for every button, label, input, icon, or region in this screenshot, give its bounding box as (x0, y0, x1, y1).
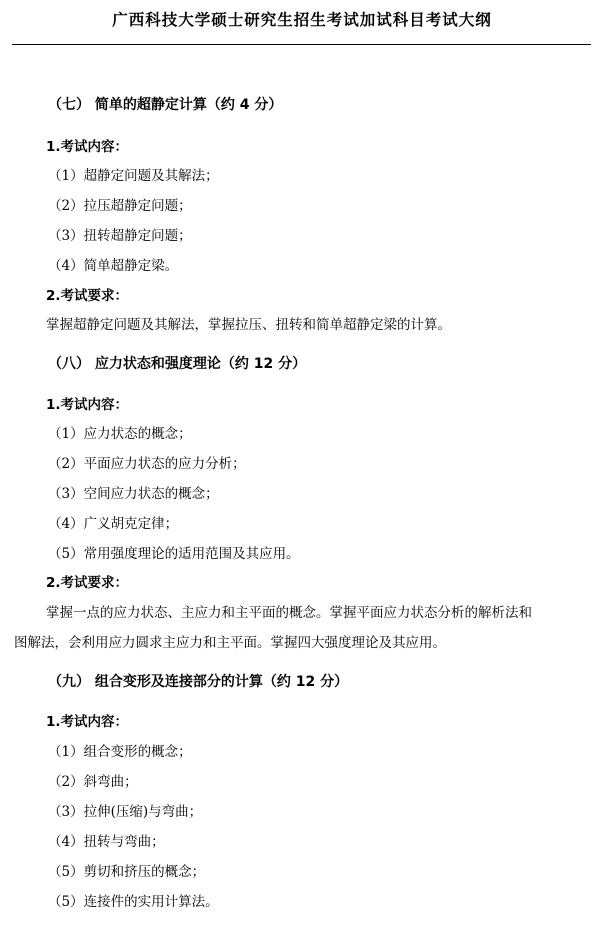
section-7-item-1: （1）超静定问题及其解法； (48, 168, 219, 184)
section-7-requirement-label: 2.考试要求： (46, 288, 129, 304)
section-7-item-2: （2）拉压超静定问题； (48, 198, 192, 214)
section-7-item-3: （3）扭转超静定问题； (48, 228, 192, 244)
page-header-title: 广西科技大学硕士研究生招生考试加试科目考试大纲 (112, 10, 492, 29)
section-9-title: （九） 组合变形及连接部分的计算（约 12 分） (48, 674, 349, 690)
section-8-item-1: （1）应力状态的概念； (48, 426, 192, 442)
section-7-requirement-text: 掌握超静定问题及其解法，掌握拉压、扭转和简单超静定梁的计算。 (46, 317, 451, 333)
section-7-item-4: （4）简单超静定梁。 (48, 258, 179, 274)
section-9-item-2: （2）斜弯曲； (48, 774, 138, 790)
section-8-item-2: （2）平面应力状态的应力分析； (48, 456, 246, 472)
section-9-item-3: （3）拉伸(压缩)与弯曲； (48, 804, 203, 820)
section-8-requirement-line-1: 掌握一点的应力状态、主应力和主平面的概念。掌握平面应力状态分析的解析法和 (46, 605, 532, 621)
section-8-item-4: （4）广义胡克定律； (48, 516, 179, 532)
section-7-content-label: 1.考试内容： (46, 139, 129, 155)
section-9-item-1: （1）组合变形的概念； (48, 744, 192, 760)
section-8-requirement-label: 2.考试要求： (46, 575, 129, 591)
section-8-item-3: （3）空间应力状态的概念； (48, 486, 219, 502)
section-7-title: （七） 简单的超静定计算（约 4 分） (48, 97, 283, 113)
header-divider (12, 44, 591, 45)
section-9-content-label: 1.考试内容： (46, 714, 129, 730)
section-9-item-6: （5）连接件的实用计算法。 (48, 894, 219, 910)
section-8-item-5: （5）常用强度理论的适用范围及其应用。 (48, 546, 300, 562)
section-8-title: （八） 应力状态和强度理论（约 12 分） (48, 356, 307, 372)
section-8-content-label: 1.考试内容： (46, 397, 129, 413)
section-8-requirement-line-2: 图解法，会利用应力圆求主应力和主平面。掌握四大强度理论及其应用。 (14, 635, 446, 651)
section-9-item-4: （4）扭转与弯曲； (48, 834, 165, 850)
section-9-item-5: （5）剪切和挤压的概念； (48, 864, 206, 880)
